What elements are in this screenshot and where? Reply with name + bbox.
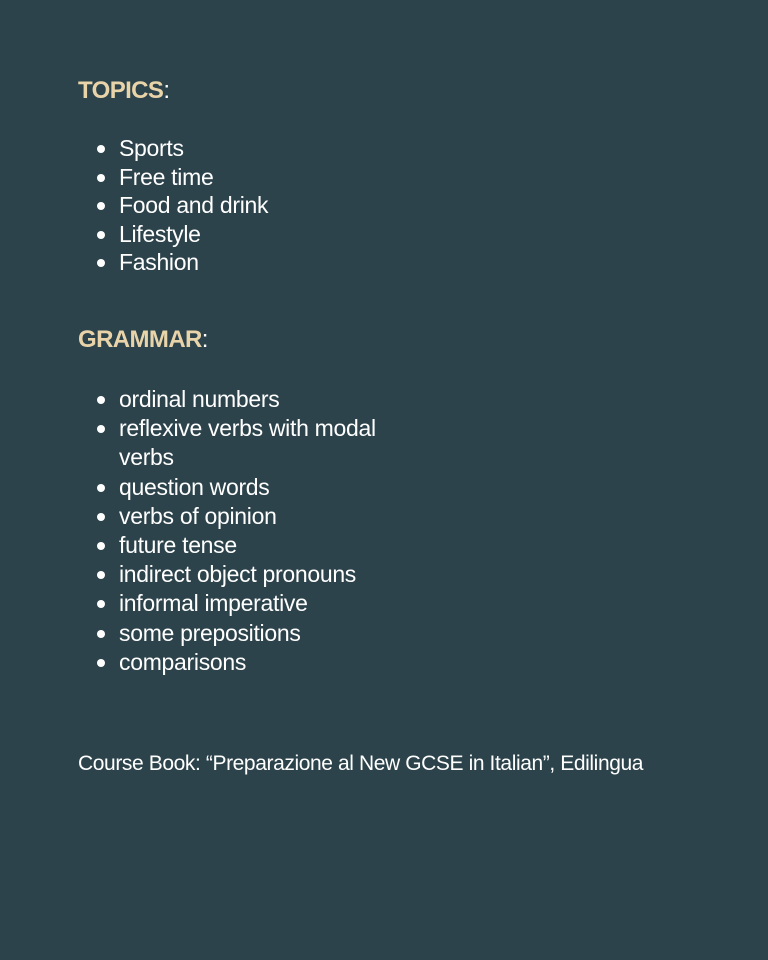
grammar-item: comparisons (0, 648, 379, 677)
topics-heading (78, 77, 169, 105)
topic-item: Lifestyle (0, 220, 420, 249)
grammar-item: informal imperative (0, 589, 379, 618)
grammar-item: reflexive verbs with modal verbs (0, 414, 379, 472)
topic-item: Food and drink (0, 191, 420, 220)
course-book-footer: Course Book: “Preparazione al New GCSE in Italian”, Edilingua (78, 752, 644, 775)
grammar-item: future tense (0, 531, 379, 560)
grammar-heading-label: GRAMMAR (78, 326, 202, 353)
grammar-list (0, 385, 420, 677)
grammar-heading-colon: : (201, 326, 208, 353)
topic-item: Free time (0, 163, 420, 192)
topics-list (0, 134, 420, 277)
topic-item: Sports (0, 134, 420, 163)
grammar-item: question words (0, 473, 379, 502)
grammar-item: some prepositions (0, 619, 379, 648)
topics-heading-colon: : (163, 77, 170, 104)
grammar-item: verbs of opinion (0, 502, 379, 531)
topic-item: Fashion (0, 248, 420, 277)
grammar-heading (78, 326, 208, 354)
grammar-item: ordinal numbers (0, 385, 379, 414)
grammar-item: indirect object pronouns (0, 560, 419, 589)
topics-heading-label: TOPICS (78, 77, 164, 104)
